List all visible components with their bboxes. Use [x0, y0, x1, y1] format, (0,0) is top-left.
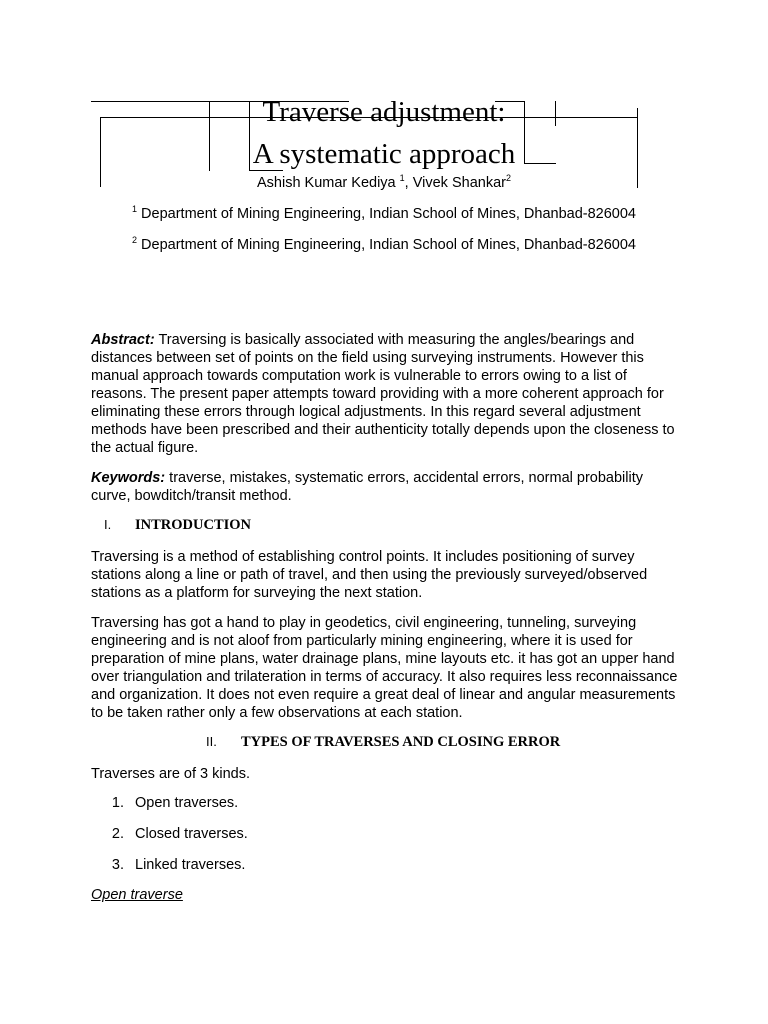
list-item [91, 857, 245, 873]
keywords [91, 469, 681, 505]
affiliation [0, 237, 768, 253]
author-name: Vivek Shankar [412, 175, 506, 191]
list-item [91, 795, 238, 811]
paper-title-line1: Traverse adjustment: [262, 96, 506, 128]
section-number: II. [206, 734, 217, 749]
paper-title-line2: A systematic approach [252, 138, 516, 170]
affiliation-text: Department of Mining Engineering, Indian School of Mines, Dhanbad-826004 [141, 237, 636, 253]
subsection-heading: Open traverse [91, 887, 183, 903]
body-paragraph: Traverses are of 3 kinds. [91, 766, 251, 782]
affiliation-mark: 1 [132, 204, 138, 214]
list-text: Closed traverses. [135, 826, 248, 842]
abstract-text: Traversing is basically associated with measuring the angles/bearings and distances between set of points on the field using surveying instruments. However this manual approach towards computation work is vulnerable to errors owing to a list of reasons. The present paper attempts toward providing with a more coherent approach for eliminating these errors through logical adjustments. In this regard several adjustment methods have been prescribed and their authenticity totally depends upon the closeness to the actual figure. [91, 332, 675, 456]
section-title: INTRODUCTION [135, 517, 252, 533]
body-paragraph: Traversing has got a hand to play in geodetics, civil engineering, tunneling, surveying engineering and is not aloof from particularly mining engineering, where it is used for preparation of mine plans, water drainage plans, mine layouts etc. it has got an upper hand over triangulation and trilateration in terms of accuracy. It also requires less reconnaissance and organization. It does not even require a great deal of linear and angular measurements to be taken rather only a few observations at each station. [91, 615, 678, 721]
list-number: 2. [111, 826, 124, 842]
list-item [91, 826, 248, 842]
list-number: 1. [111, 795, 124, 811]
list-text: Open traverses. [135, 795, 239, 811]
abstract-label: Abstract: [91, 332, 155, 348]
section-number: I. [104, 517, 112, 532]
author-separator: , [404, 175, 413, 191]
section-heading-introduction [104, 517, 251, 534]
body-paragraph: Traversing is a method of establishing control points. It includes positioning of survey stations along a line or path of travel, and then using the previously surveyed/observed stations as a platform for surveying the next station. [91, 549, 648, 601]
section-heading-types [206, 734, 560, 751]
author-affiliation-mark: 1 [399, 173, 405, 183]
list-text: Linked traverses. [135, 857, 246, 873]
section-title: TYPES OF TRAVERSES AND CLOSING ERROR [241, 734, 561, 750]
keywords-label: Keywords: [91, 470, 166, 486]
keywords-text: traverse, mistakes, systematic errors, accidental errors, normal probability curve, bowditch/transit method. [91, 470, 643, 504]
list-number: 3. [111, 857, 124, 873]
affiliation-text: Department of Mining Engineering, Indian School of Mines, Dhanbad-826004 [141, 206, 636, 222]
author-line [0, 175, 768, 191]
author-affiliation-mark: 2 [505, 173, 511, 183]
affiliation [0, 206, 768, 222]
author-name: Ashish Kumar Kediya [257, 175, 396, 191]
abstract [91, 331, 681, 457]
affiliation-mark: 2 [132, 235, 138, 245]
